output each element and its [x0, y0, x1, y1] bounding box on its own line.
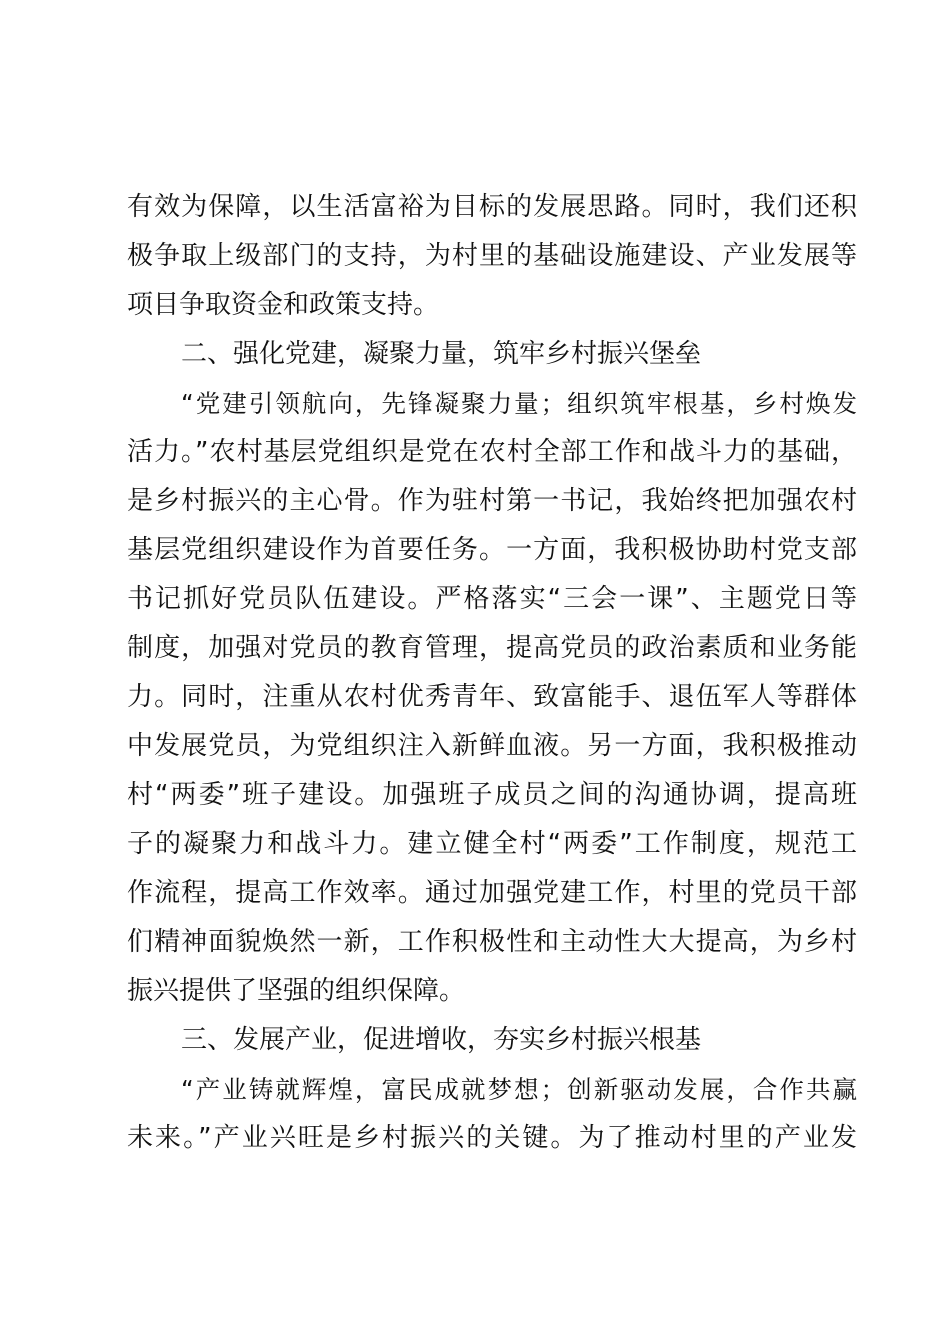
text-line: 中发展党员，为党组织注入新鲜血液。另一方面，我积极推动	[127, 731, 857, 761]
text-line: 有效为保障，以生活富裕为目标的发展思路。同时，我们还积	[127, 192, 857, 222]
text-line: 制度，加强对党员的教育管理，提高党员的政治素质和业务能	[127, 633, 857, 663]
text-line: 未来。”产业兴旺是乡村振兴的关键。为了推动村里的产业发	[127, 1123, 857, 1153]
text-line: 极争取上级部门的支持，为村里的基础设施建设、产业发展等	[127, 241, 857, 271]
text-line: 项目争取资金和政策支持。	[127, 290, 440, 320]
text-line: “产业铸就辉煌，富民成就梦想；创新驱动发展，合作共赢	[181, 1075, 857, 1104]
section-heading: 二、强化党建，凝聚力量，筑牢乡村振兴堡垒	[181, 339, 702, 369]
text-line: 书记抓好党员队伍建设。严格落实“三会一课”、主题党日等	[127, 584, 857, 614]
text-line: “党建引领航向，先锋凝聚力量；组织筑牢根基，乡村焕发	[181, 389, 857, 418]
text-line: 子的凝聚力和战斗力。建立健全村“两委”工作制度，规范工	[127, 829, 857, 859]
text-line: 振兴提供了坚强的组织保障。	[127, 976, 466, 1006]
text-line: 们精神面貌焕然一新，工作积极性和主动性大大提高，为乡村	[127, 927, 857, 957]
text-line: 作流程，提高工作效率。通过加强党建工作，村里的党员干部	[127, 878, 857, 908]
section-heading: 三、发展产业，促进增收，夯实乡村振兴根基	[181, 1025, 702, 1055]
text-line: 是乡村振兴的主心骨。作为驻村第一书记，我始终把加强农村	[127, 486, 857, 516]
text-line: 村“两委”班子建设。加强班子成员之间的沟通协调，提高班	[127, 780, 857, 810]
text-line: 力。同时，注重从农村优秀青年、致富能手、退伍军人等群体	[127, 682, 857, 712]
text-line: 基层党组织建设作为首要任务。一方面，我积极协助村党支部	[127, 535, 857, 565]
text-line: 活力。”农村基层党组织是党在农村全部工作和战斗力的基础，	[127, 437, 857, 467]
document-body	[127, 183, 857, 1163]
